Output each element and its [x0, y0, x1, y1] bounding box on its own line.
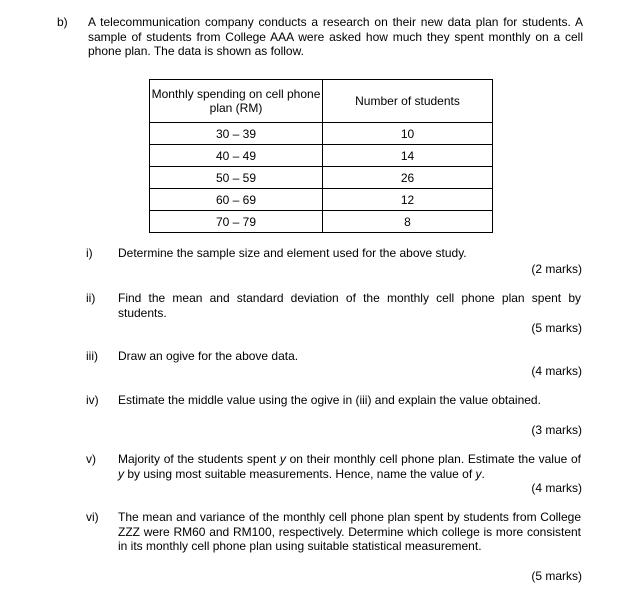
question-number: i) — [86, 246, 93, 260]
marks-label: (5 marks) — [531, 321, 582, 335]
count-cell: 12 — [323, 189, 493, 211]
table-row — [150, 123, 493, 145]
count-cell: 26 — [323, 167, 493, 189]
table-row — [150, 145, 493, 167]
count-cell: 8 — [323, 211, 493, 233]
range-cell: 30 – 39 — [150, 123, 323, 145]
question-number: v) — [86, 452, 96, 466]
count-cell: 14 — [323, 145, 493, 167]
variable-y: y — [279, 452, 286, 466]
question-number: ii) — [86, 291, 96, 305]
range-cell: 70 – 79 — [150, 211, 323, 233]
question-text: Draw an ogive for the above data. — [118, 349, 299, 363]
question-text: Determine the sample size and element used for the above study. — [118, 246, 467, 260]
range-cell: 60 – 69 — [150, 189, 323, 211]
question-text: Majority of the students spent y on their monthly cell phone plan. Estimate the value of y by using most suitable measurements. Hence, name the value of y. — [118, 452, 581, 481]
question-number: iv) — [86, 393, 99, 407]
table-row — [150, 189, 493, 211]
part-label: b) — [57, 15, 68, 29]
marks-label: (3 marks) — [531, 423, 582, 437]
table-row — [150, 167, 493, 189]
question-number: iii) — [86, 349, 98, 363]
table-header-row — [150, 80, 493, 123]
marks-label: (2 marks) — [531, 262, 582, 276]
question-text: Find the mean and standard deviation of the monthly cell phone plan spent by students. — [118, 291, 581, 320]
marks-label: (4 marks) — [531, 364, 582, 378]
table-row — [150, 211, 493, 233]
marks-label: (5 marks) — [531, 569, 582, 583]
question-text: The mean and variance of the monthly cell phone plan spent by students from College ZZZ were RM60 and RM100, respectively. Determine which college is more consistent in its monthly cell phone plan using suitable statistical measurement. — [118, 510, 581, 553]
spending-table — [149, 79, 493, 233]
question-text: Estimate the middle value using the ogive in (iii) and explain the value obtained. — [118, 393, 541, 407]
range-cell: 40 – 49 — [150, 145, 323, 167]
marks-label: (4 marks) — [531, 481, 582, 495]
variable-y: y — [475, 466, 482, 481]
count-cell: 10 — [323, 123, 493, 145]
question-number: vi) — [86, 510, 99, 524]
intro-paragraph: A telecommunication company conducts a research on their new data plan for students. A sample of students from College AAA were asked how much they spent monthly on a cell phone plan. The data is shown as follow. — [88, 15, 583, 58]
range-cell: 50 – 59 — [150, 167, 323, 189]
header-spending: Monthly spending on cell phone plan (RM) — [150, 80, 323, 123]
variable-y: y — [118, 466, 124, 481]
header-students: Number of students — [323, 80, 493, 123]
